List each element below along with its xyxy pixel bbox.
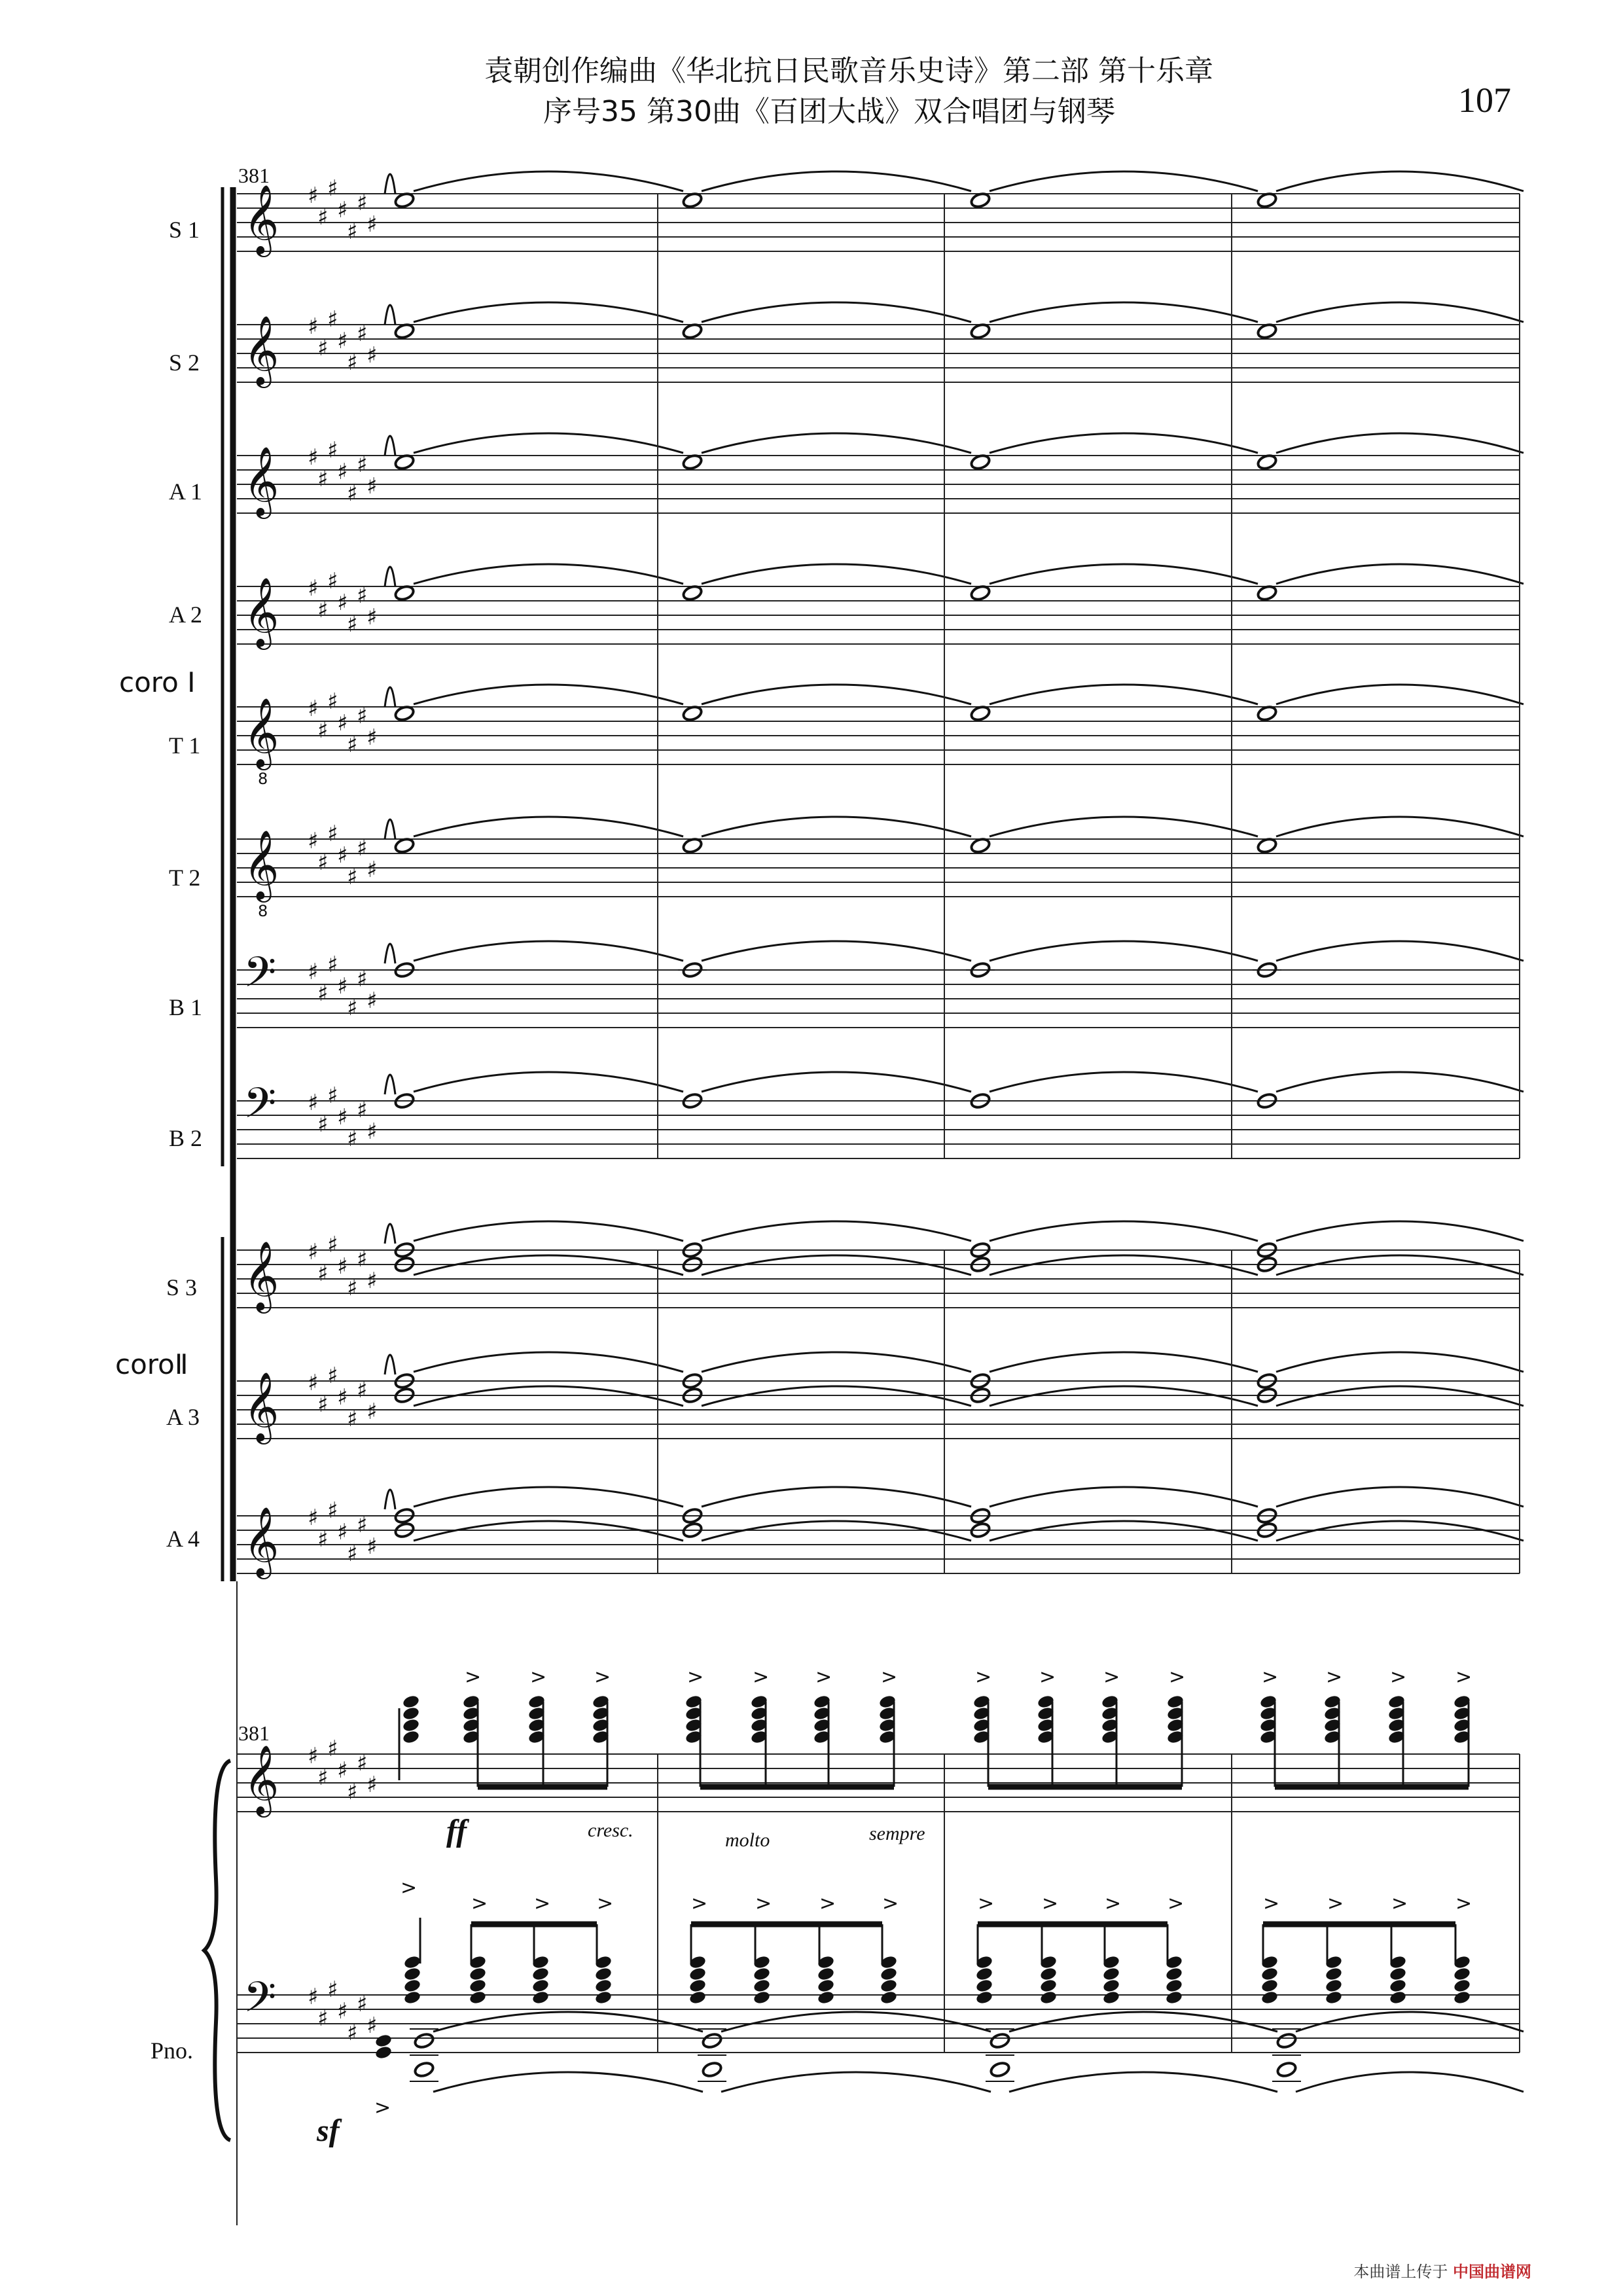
key-signature-icon: ♯ [308, 444, 319, 471]
lh-chord [1325, 1978, 1343, 1993]
tie-curve [414, 1352, 683, 1372]
lh-chord [753, 1978, 771, 1993]
accent-mark: > [534, 1892, 551, 1915]
key-signature-icon: ♯ [347, 2020, 358, 2046]
lh-chord [469, 1990, 487, 2005]
bass-clef-icon: 𝄢 [243, 1079, 277, 1138]
half-note [702, 2032, 722, 2049]
accent-mark: > [1103, 1666, 1120, 1689]
expression-sempre: sempre [869, 1823, 925, 1844]
lh-chord [1260, 1978, 1279, 1993]
treble-clef-icon: 𝄞 [243, 446, 279, 516]
key-signature-icon: ♯ [347, 1126, 358, 1152]
key-signature-icon: ♯ [327, 689, 338, 715]
octave-8-mark: 8 [258, 770, 268, 788]
tie-curve [990, 817, 1258, 836]
lh-chord [1102, 1978, 1120, 1993]
lh-chord [594, 1978, 613, 1993]
key-signature-icon: ♯ [357, 1512, 368, 1538]
tie-curve [1276, 1221, 1524, 1241]
treble-clef-icon: 𝄞 [243, 184, 279, 254]
key-signature-icon: ♯ [366, 1268, 378, 1294]
tie-curve [1009, 2072, 1277, 2092]
half-note [1276, 2032, 1297, 2049]
key-signature-icon: ♯ [337, 710, 348, 736]
tie-curve [1009, 2012, 1277, 2032]
key-signature-icon: ♯ [337, 328, 348, 354]
lh-chord [1389, 1978, 1407, 1993]
accent-mark: > [1263, 1892, 1280, 1915]
part-label-a1: A 1 [169, 478, 203, 505]
key-signature-icon: ♯ [347, 611, 358, 637]
footer-text: 本曲谱上传于 [1353, 2263, 1448, 2281]
key-signature-icon: ♯ [366, 725, 378, 751]
bass-clef-icon: 𝄢 [243, 1973, 277, 2032]
accent-mark: > [1168, 1892, 1185, 1915]
accent-mark: > [471, 1892, 488, 1915]
tie-curve [721, 2012, 991, 2032]
lh-chord [688, 1966, 707, 1981]
key-signature-icon: ♯ [308, 575, 319, 601]
key-signature-icon: ♯ [357, 1377, 368, 1403]
key-signature-icon: ♯ [327, 1232, 338, 1258]
key-signature-icon: ♯ [366, 1119, 378, 1145]
lh-chord [1453, 1990, 1471, 2005]
key-signature-icon: ♯ [347, 1779, 358, 1805]
tie-curve [1276, 302, 1524, 322]
measure-number-piano: 381 [238, 1721, 270, 1745]
lh-chord [1260, 1966, 1279, 1981]
key-signature-icon: ♯ [327, 821, 338, 847]
accent-mark: > [753, 1666, 770, 1689]
key-signature-icon: ♯ [337, 842, 348, 869]
tie-curve [414, 302, 683, 322]
key-signature-icon: ♯ [357, 321, 368, 347]
tie-curve [1276, 1072, 1524, 1092]
treble-clef-icon: 𝄞 [243, 315, 279, 385]
tie-curve [990, 1072, 1258, 1092]
tie-curve [702, 171, 971, 191]
key-signature-icon: ♯ [327, 175, 338, 202]
key-signature-icon: ♯ [357, 1097, 368, 1123]
accent-mark: > [881, 1666, 898, 1689]
tie-curve [702, 941, 971, 961]
key-signature-icon: ♯ [317, 980, 329, 1007]
key-signature-icon: ♯ [347, 864, 358, 890]
tie-curve [385, 819, 395, 839]
lh-chord [403, 1990, 421, 2005]
key-signature-icon: ♯ [337, 1757, 348, 1784]
tie-curve [385, 944, 395, 963]
accent-mark: > [530, 1666, 547, 1689]
part-label-s1: S 1 [169, 217, 200, 243]
half-note [990, 2032, 1010, 2049]
key-signature-icon: ♯ [327, 1363, 338, 1389]
key-signature-icon: ♯ [347, 480, 358, 507]
key-signature-icon: ♯ [317, 1111, 329, 1138]
lh-chord [1039, 1966, 1058, 1981]
key-signature-icon: ♯ [337, 590, 348, 616]
lh-chord [594, 1990, 613, 2005]
tie-curve [385, 567, 395, 586]
key-signature-icon: ♯ [317, 1391, 329, 1418]
tie-curve [702, 564, 971, 584]
choir2-label: coroⅡ [115, 1348, 188, 1380]
key-signature-icon: ♯ [327, 1083, 338, 1109]
measure-number-choir: 381 [238, 164, 270, 187]
key-signature-icon: ♯ [317, 204, 329, 230]
rh-chord [402, 1717, 420, 1732]
half-note [702, 2061, 722, 2078]
accent-mark: > [374, 2096, 391, 2119]
lh-chord [1453, 1978, 1471, 1993]
accent-mark: > [691, 1892, 708, 1915]
lh-chord [531, 1978, 550, 1993]
key-signature-icon: ♯ [357, 966, 368, 992]
key-signature-icon: ♯ [308, 1743, 319, 1769]
key-signature-icon: ♯ [366, 2013, 378, 2039]
lh-chord [1102, 1990, 1120, 2005]
choir1-label: coro Ⅰ [119, 666, 196, 698]
accent-mark: > [465, 1666, 482, 1689]
key-signature-icon: ♯ [366, 1399, 378, 1425]
key-signature-icon: ♯ [308, 1984, 319, 2010]
accent-mark: > [1455, 1892, 1472, 1915]
key-signature-icon: ♯ [337, 1998, 348, 2024]
tie-curve [702, 817, 971, 836]
key-signature-icon: ♯ [337, 1253, 348, 1280]
key-signature-icon: ♯ [357, 1991, 368, 2017]
piano-brace [204, 1761, 230, 2140]
tie-curve [1276, 941, 1524, 961]
key-signature-icon: ♯ [347, 1275, 358, 1301]
rh-chord [402, 1706, 420, 1721]
key-signature-icon: ♯ [347, 350, 358, 376]
accent-mark: > [978, 1892, 995, 1915]
tie-curve [414, 1221, 683, 1241]
lh-chord [594, 1966, 613, 1981]
footer [1353, 2259, 1531, 2282]
key-signature-icon: ♯ [366, 604, 378, 630]
key-signature-icon: ♯ [317, 2005, 329, 2032]
accent-mark: > [1455, 1666, 1472, 1689]
lh-chord [975, 1990, 993, 2005]
treble-clef-icon: 𝄞 [243, 1744, 279, 1814]
accent-mark: > [687, 1666, 704, 1689]
lh-chord [531, 1990, 550, 2005]
lh-chord [975, 1966, 993, 1981]
key-signature-icon: ♯ [357, 452, 368, 478]
tie-curve [702, 1221, 971, 1241]
key-signature-icon: ♯ [366, 1534, 378, 1560]
part-label-s2: S 2 [169, 350, 200, 376]
rh-chord [402, 1694, 420, 1709]
lh-chord [880, 1978, 898, 1993]
accent-mark: > [1391, 1892, 1408, 1915]
score-subtitle: 序号35 第30曲《百团大战》双合唱团与钢琴 [543, 95, 1115, 128]
dynamic-sf: sf [317, 2113, 340, 2148]
lh-chord [1039, 1978, 1058, 1993]
lh-chord [1165, 1978, 1183, 1993]
lh-chord [817, 1978, 835, 1993]
treble-clef-icon: 𝄞 [243, 1371, 279, 1441]
lh-chord [1165, 1990, 1183, 2005]
key-signature-icon: ♯ [357, 835, 368, 861]
tie-curve [414, 1487, 683, 1507]
tie-curve [414, 817, 683, 836]
accent-mark: > [882, 1892, 899, 1915]
tie-curve [414, 171, 683, 191]
key-signature-icon: ♯ [357, 703, 368, 729]
accent-mark: > [815, 1666, 832, 1689]
key-signature-icon: ♯ [366, 342, 378, 368]
lh-chord [1389, 1966, 1407, 1981]
key-signature-icon: ♯ [308, 1505, 319, 1531]
key-signature-icon: ♯ [337, 973, 348, 999]
accent-mark: > [975, 1666, 992, 1689]
tie-curve [414, 1072, 683, 1092]
accent-mark: > [819, 1892, 836, 1915]
accent-mark: > [1327, 1892, 1344, 1915]
tie-curve [385, 305, 395, 325]
lh-chord [1039, 1990, 1058, 2005]
key-signature-icon: ♯ [347, 1541, 358, 1567]
half-note [1276, 2061, 1297, 2078]
key-signature-icon: ♯ [327, 1736, 338, 1762]
lh-chord [1453, 1966, 1471, 1981]
tie-curve [1276, 433, 1524, 453]
treble-clef-icon: 𝄞 [243, 1506, 279, 1576]
lh-chord [1165, 1966, 1183, 1981]
key-signature-icon: ♯ [366, 988, 378, 1014]
lh-chord [688, 1990, 707, 2005]
key-signature-icon: ♯ [317, 335, 329, 361]
tie-curve [1276, 171, 1524, 191]
key-signature-icon: ♯ [327, 437, 338, 463]
key-signature-icon: ♯ [347, 732, 358, 758]
tie-curve [990, 1352, 1258, 1372]
tie-curve [990, 941, 1258, 961]
part-label-s3: S 3 [166, 1274, 198, 1300]
tie-curve [385, 436, 395, 456]
tie-curve [990, 685, 1258, 704]
tie-curve [702, 302, 971, 322]
key-signature-icon: ♯ [347, 995, 358, 1021]
accent-mark: > [1039, 1666, 1056, 1689]
tie-curve [702, 1352, 971, 1372]
lh-chord [817, 1966, 835, 1981]
treble-clef-icon: 𝄞 [243, 697, 279, 767]
key-signature-icon: ♯ [357, 190, 368, 216]
footer-brand: 中国曲谱网 [1453, 2263, 1531, 2281]
key-signature-icon: ♯ [327, 1498, 338, 1524]
lh-chord [403, 1954, 421, 1969]
tie-curve [385, 1224, 395, 1244]
key-signature-icon: ♯ [308, 183, 319, 209]
key-signature-icon: ♯ [308, 1370, 319, 1396]
lh-chord [688, 1978, 707, 1993]
accent-mark: > [1169, 1666, 1186, 1689]
key-signature-icon: ♯ [317, 597, 329, 623]
tie-curve [990, 1487, 1258, 1507]
tie-curve [721, 2072, 991, 2092]
lh-chord [1260, 1990, 1279, 2005]
bass-clef-icon: 𝄢 [243, 948, 277, 1007]
accent-mark: > [1105, 1892, 1122, 1915]
lh-chord [817, 1990, 835, 2005]
octave-8-mark: 8 [258, 902, 268, 920]
key-signature-icon: ♯ [366, 473, 378, 499]
key-signature-icon: ♯ [317, 850, 329, 876]
expression-cresc: cresc. [588, 1820, 633, 1841]
piano-label: Pno. [151, 2037, 194, 2064]
dynamic-ff: ff [446, 1814, 467, 1848]
tie-curve [702, 685, 971, 704]
key-signature-icon: ♯ [308, 828, 319, 854]
lh-chord [880, 1966, 898, 1981]
key-signature-icon: ♯ [317, 1526, 329, 1552]
part-label-a2: A 2 [169, 601, 203, 628]
key-signature-icon: ♯ [317, 717, 329, 744]
lh-chord [1102, 1966, 1120, 1981]
key-signature-icon: ♯ [317, 1765, 329, 1791]
accent-mark: > [755, 1892, 772, 1915]
tie-curve [1296, 2012, 1524, 2032]
lh-chord [975, 1978, 993, 1993]
tie-curve [1276, 564, 1524, 584]
lh-chord [469, 1978, 487, 1993]
tie-curve [702, 433, 971, 453]
key-signature-icon: ♯ [366, 857, 378, 883]
key-signature-icon: ♯ [327, 568, 338, 594]
part-label-a4: A 4 [166, 1526, 200, 1552]
page-number: 107 [1458, 81, 1511, 120]
key-signature-icon: ♯ [357, 1246, 368, 1272]
tie-curve [1276, 1352, 1524, 1372]
key-signature-icon: ♯ [347, 1406, 358, 1432]
key-signature-icon: ♯ [357, 1750, 368, 1776]
expression-molto: molto [725, 1829, 770, 1851]
key-signature-icon: ♯ [317, 466, 329, 492]
part-label-t2: T 2 [169, 865, 201, 891]
tie-curve [414, 564, 683, 584]
tie-curve [414, 685, 683, 704]
tie-curve [385, 174, 395, 194]
tie-curve [414, 941, 683, 961]
tie-curve [990, 302, 1258, 322]
half-note [990, 2061, 1010, 2078]
part-label-a3: A 3 [166, 1404, 200, 1430]
accent-mark: > [1326, 1666, 1343, 1689]
tie-curve [385, 1075, 395, 1094]
tie-curve [1276, 685, 1524, 704]
part-label-b1: B 1 [169, 994, 203, 1020]
key-signature-icon: ♯ [308, 314, 319, 340]
key-signature-icon: ♯ [337, 197, 348, 223]
lh-chord [469, 1966, 487, 1981]
key-signature-icon: ♯ [327, 1977, 338, 2003]
part-label-b2: B 2 [169, 1125, 203, 1151]
lh-chord [403, 1978, 421, 1993]
key-signature-icon: ♯ [337, 1519, 348, 1545]
score-title: 袁朝创作编曲《华北抗日民歌音乐史诗》第二部 第十乐章 [484, 54, 1213, 88]
key-signature-icon: ♯ [337, 1384, 348, 1410]
accent-mark: > [594, 1666, 611, 1689]
half-note [414, 2032, 435, 2049]
tie-curve [1276, 817, 1524, 836]
tie-curve [702, 1487, 971, 1507]
treble-clef-icon: 𝄞 [243, 1240, 279, 1310]
lh-chord [1325, 1990, 1343, 2005]
tie-curve [702, 1072, 971, 1092]
part-label-t1: T 1 [169, 732, 201, 759]
lh-chord [753, 1990, 771, 2005]
tie-curve [385, 687, 395, 707]
tie-curve [1296, 2072, 1524, 2092]
accent-mark: > [401, 1876, 418, 1899]
key-signature-icon: ♯ [366, 1772, 378, 1798]
lh-chord [403, 1966, 421, 1981]
tie-curve [433, 2072, 703, 2092]
key-signature-icon: ♯ [308, 696, 319, 722]
tie-curve [990, 433, 1258, 453]
accent-mark: > [1042, 1892, 1059, 1915]
lh-chord [1325, 1966, 1343, 1981]
lh-chord [880, 1990, 898, 2005]
tie-curve [990, 564, 1258, 584]
tie-curve [990, 1221, 1258, 1241]
grace-chord [374, 2045, 393, 2060]
tie-curve [990, 171, 1258, 191]
key-signature-icon: ♯ [317, 1261, 329, 1287]
key-signature-icon: ♯ [308, 959, 319, 985]
treble-clef-icon: 𝄞 [243, 829, 279, 899]
key-signature-icon: ♯ [327, 952, 338, 978]
key-signature-icon: ♯ [337, 459, 348, 485]
accent-mark: > [597, 1892, 614, 1915]
tie-curve [414, 433, 683, 453]
accent-mark: > [1262, 1666, 1279, 1689]
key-signature-icon: ♯ [366, 211, 378, 238]
key-signature-icon: ♯ [308, 1090, 319, 1116]
accent-mark: > [1390, 1666, 1407, 1689]
rh-chord [402, 1729, 420, 1744]
lh-chord [531, 1966, 550, 1981]
treble-clef-icon: 𝄞 [243, 577, 279, 647]
tie-curve [1276, 1487, 1524, 1507]
key-signature-icon: ♯ [347, 219, 358, 245]
key-signature-icon: ♯ [337, 1104, 348, 1130]
half-note [414, 2061, 435, 2078]
lh-chord [753, 1966, 771, 1981]
key-signature-icon: ♯ [357, 583, 368, 609]
key-signature-icon: ♯ [327, 306, 338, 332]
lh-chord [1389, 1990, 1407, 2005]
tie-curve [433, 2012, 703, 2032]
tie-curve [385, 1355, 395, 1374]
key-signature-icon: ♯ [308, 1239, 319, 1265]
tie-curve [385, 1490, 395, 1509]
